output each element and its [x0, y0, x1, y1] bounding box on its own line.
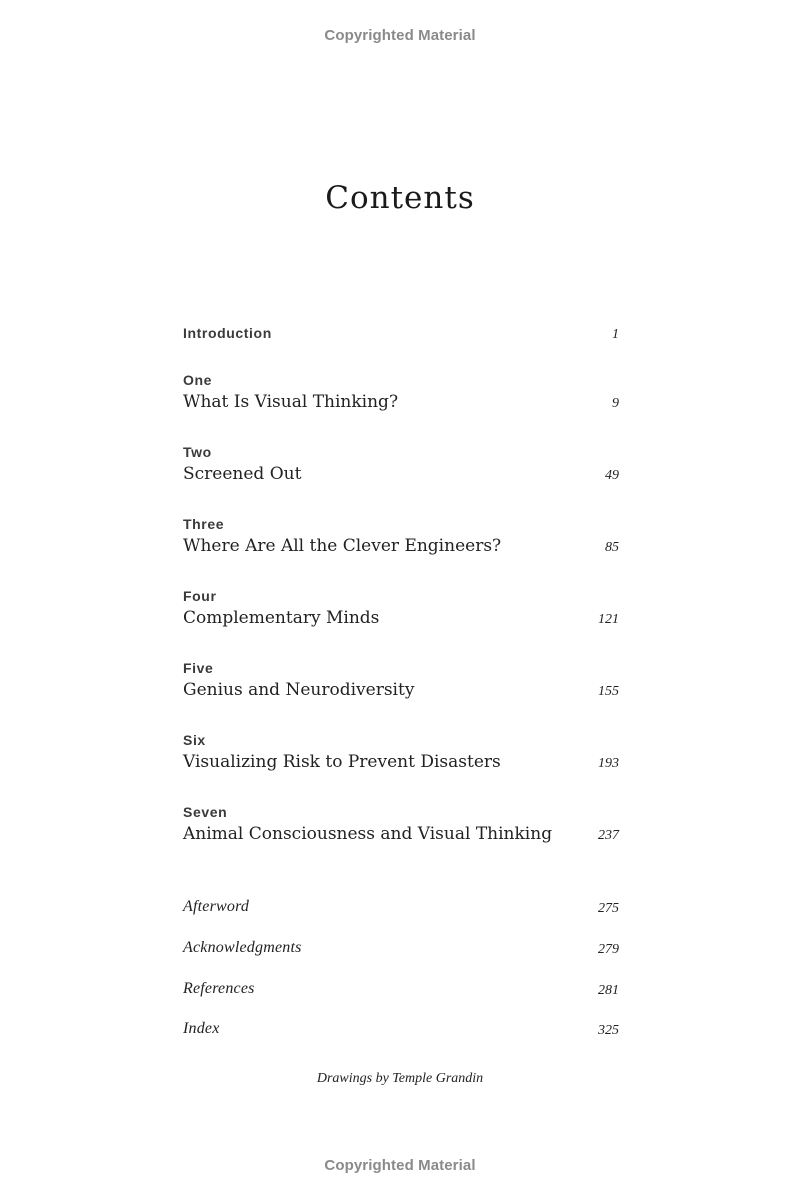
toc-entry-acknowledgments[interactable]	[183, 935, 619, 961]
toc-page-number: 121	[598, 612, 619, 627]
toc-page-number: 193	[598, 756, 619, 771]
chapter-title: Where Are All the Clever Engineers?	[183, 536, 502, 556]
toc-chapter-seven[interactable]	[183, 804, 619, 847]
illustration-credit: Drawings by Temple Grandin	[316, 1071, 484, 1086]
chapter-title: Screened Out	[183, 464, 302, 484]
toc-entry-index[interactable]	[183, 1016, 619, 1042]
chapter-title: Animal Consciousness and Visual Thinking	[183, 824, 553, 844]
toc-entry-title: Introduction	[183, 325, 272, 341]
toc-page-number: 237	[598, 828, 619, 843]
toc-page-number: 325	[598, 1023, 619, 1038]
toc-chapter-three[interactable]	[183, 516, 619, 559]
toc-entry-title: References	[183, 980, 255, 997]
toc-chapter-six[interactable]	[183, 732, 619, 775]
chapter-label: Seven	[183, 804, 228, 820]
watermark-bottom: Copyrighted Material	[324, 1157, 476, 1174]
chapter-title: Genius and Neurodiversity	[183, 680, 415, 700]
toc-page-number: 281	[598, 983, 619, 998]
toc-page-number: 49	[605, 468, 619, 483]
chapter-label: Four	[183, 588, 217, 604]
toc-entry-references[interactable]	[183, 976, 619, 1002]
chapter-label: Three	[183, 516, 225, 532]
chapter-title: What Is Visual Thinking?	[183, 392, 399, 412]
toc-chapter-one[interactable]	[183, 372, 619, 415]
toc-page-number: 155	[598, 684, 619, 699]
toc-page-number: 1	[612, 327, 619, 342]
toc-chapter-four[interactable]	[183, 588, 619, 631]
toc-entry-title: Acknowledgments	[183, 939, 302, 956]
chapter-label: Two	[183, 444, 212, 460]
chapter-title: Visualizing Risk to Prevent Disasters	[183, 752, 501, 772]
toc-entry-title: Afterword	[183, 898, 250, 915]
toc-chapter-two[interactable]	[183, 444, 619, 487]
chapter-label: Six	[183, 732, 206, 748]
toc-entry-introduction[interactable]	[183, 320, 619, 346]
toc-page-number: 279	[598, 942, 619, 957]
toc-page-number: 275	[598, 901, 619, 916]
page-title: Contents	[325, 180, 475, 216]
toc-page-number: 9	[612, 396, 619, 411]
chapter-title: Complementary Minds	[183, 608, 380, 628]
toc-chapter-five[interactable]	[183, 660, 619, 703]
chapter-label: Five	[183, 660, 214, 676]
watermark-top: Copyrighted Material	[324, 27, 476, 44]
toc-entry-title: Index	[183, 1020, 220, 1037]
toc-entry-afterword[interactable]	[183, 894, 619, 920]
chapter-label: One	[183, 372, 213, 388]
toc-page-number: 85	[605, 540, 619, 555]
